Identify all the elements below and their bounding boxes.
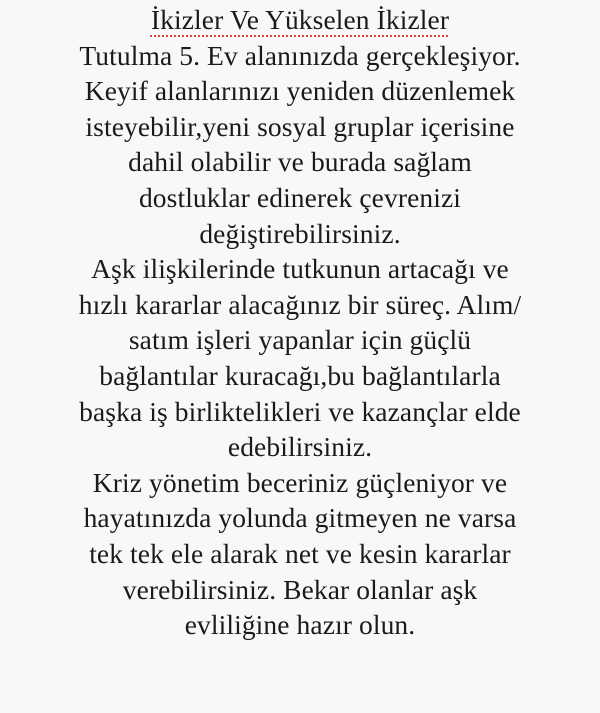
body-line: verebilirsiniz. Bekar olanlar aşk (122, 573, 478, 605)
body-line: dahil olabilir ve burada sağlam (128, 146, 472, 178)
body-line: hayatınızda yolunda gitmeyen ne varsa (83, 502, 517, 534)
body-line: başka iş birliktelikleri ve kazançlar elde (79, 395, 521, 427)
body-line: Tutulma 5. Ev alanınızda gerçekleşiyor. (79, 39, 521, 71)
body-line: edebilirsiniz. (227, 431, 373, 463)
note-body (0, 38, 600, 643)
body-line: hızlı kararlar alacağınız bir süreç. Alım/ (78, 288, 522, 320)
body-line: evliliğine hazır olun. (184, 609, 416, 641)
body-line: isteyebilir,yeni sosyal gruplar içerisine (85, 110, 515, 142)
body-line: satım işleri yapanlar için güçlü (128, 324, 472, 356)
body-line: Keyif alanlarınızı yeniden düzenlemek (84, 75, 516, 107)
title-row (0, 2, 600, 38)
body-line: dostluklar edinerek çevrenizi (138, 181, 462, 213)
body-line: tek tek ele alarak net ve kesin kararlar (89, 537, 511, 569)
body-line: bağlantılar kuracağı,bu bağlantılarla (99, 359, 501, 391)
body-line: Aşk ilişkilerinde tutkunun artacağı ve (91, 253, 509, 285)
body-line: değiştirebilirsiniz. (199, 217, 401, 249)
body-line: Kriz yönetim beceriniz güçleniyor ve (92, 466, 508, 498)
note-title: İkizler Ve Yükselen İkizler (150, 4, 450, 35)
